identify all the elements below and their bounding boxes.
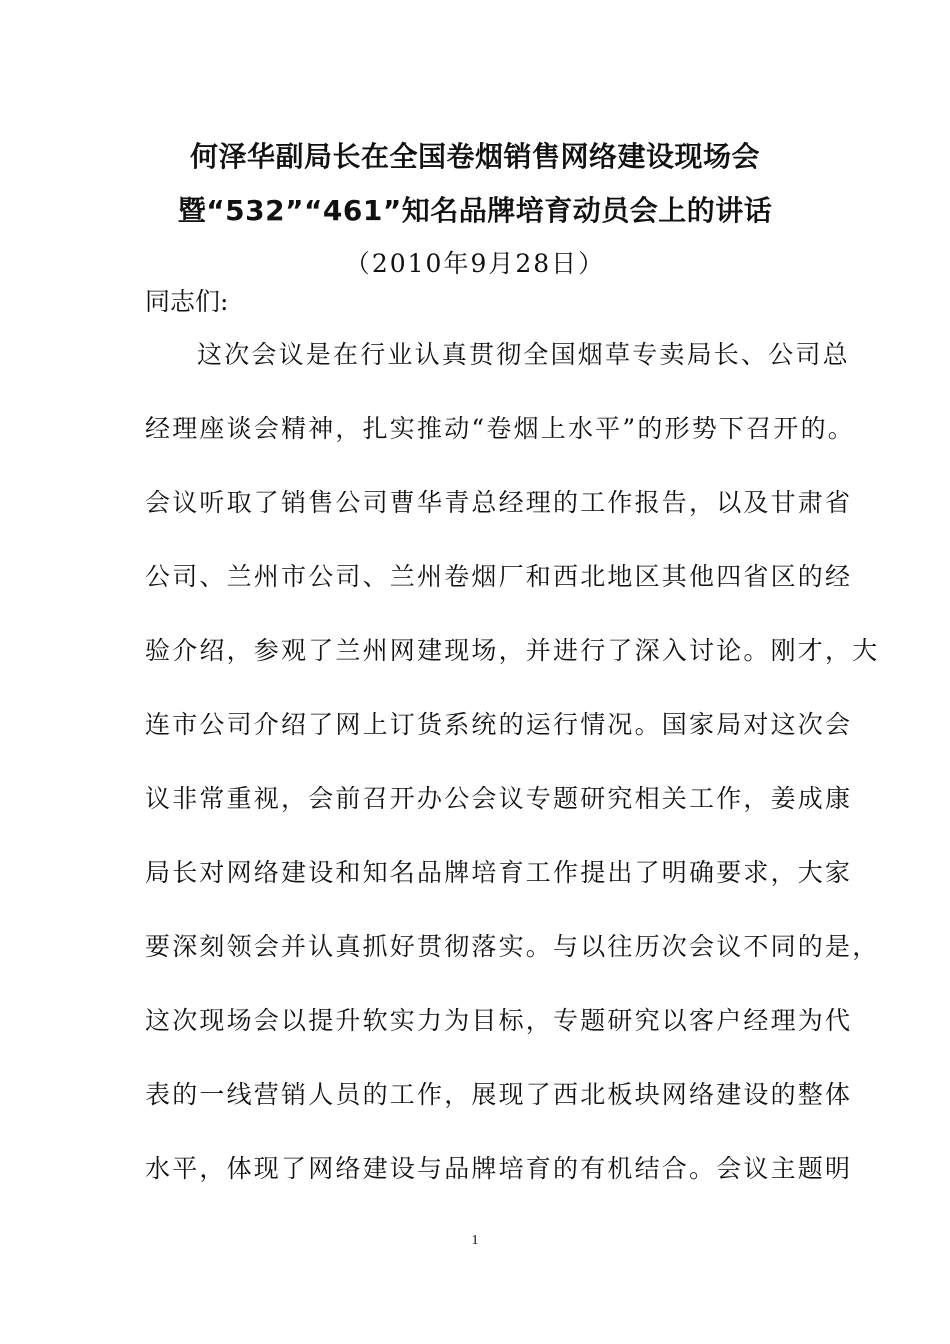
body-line: 验介绍，参观了兰州网建现场，并进行了深入讨论。刚才，大 <box>145 636 880 665</box>
document-title-line-1: 何泽华副局长在全国卷烟销售网络建设现场会 <box>189 140 760 173</box>
body-line: 局长对网络建设和知名品牌培育工作提出了明确要求，大家 <box>145 858 853 887</box>
title-block <box>100 130 850 282</box>
body-line: 经理座谈会精神，扎实推动“卷烟上水平”的形势下召开的。 <box>145 414 855 443</box>
salutation: 同志们: <box>145 287 229 316</box>
document-title-line-2: 暨“532”“461”知名品牌培育动员会上的讲话 <box>177 194 773 227</box>
body-line: 表的一线营销人员的工作，展现了西北板块网络建设的整体 <box>145 1080 853 1109</box>
body-line: 公司、兰州市公司、兰州卷烟厂和西北地区其他四省区的经 <box>145 562 853 591</box>
body-text <box>145 330 880 1218</box>
speech-date: （2010年9月28日） <box>344 249 606 278</box>
body-line: 会议听取了销售公司曹华青总经理的工作报告，以及甘肃省 <box>145 488 853 517</box>
body-line: 这次会议是在行业认真贯彻全国烟草专卖局长、公司总 <box>197 340 850 369</box>
body-line: 连市公司介绍了网上订货系统的运行情况。国家局对这次会 <box>145 710 853 739</box>
body-line: 要深刻领会并认真抓好贯彻落实。与以往历次会议不同的是， <box>145 932 880 961</box>
body-line: 水平，体现了网络建设与品牌培育的有机结合。会议主题明 <box>145 1154 853 1183</box>
page-number: 1 <box>471 1233 479 1248</box>
body-line: 议非常重视，会前召开办公会议专题研究相关工作，姜成康 <box>145 784 853 813</box>
body-line: 这次现场会以提升软实力为目标，专题研究以客户经理为代 <box>145 1006 853 1035</box>
